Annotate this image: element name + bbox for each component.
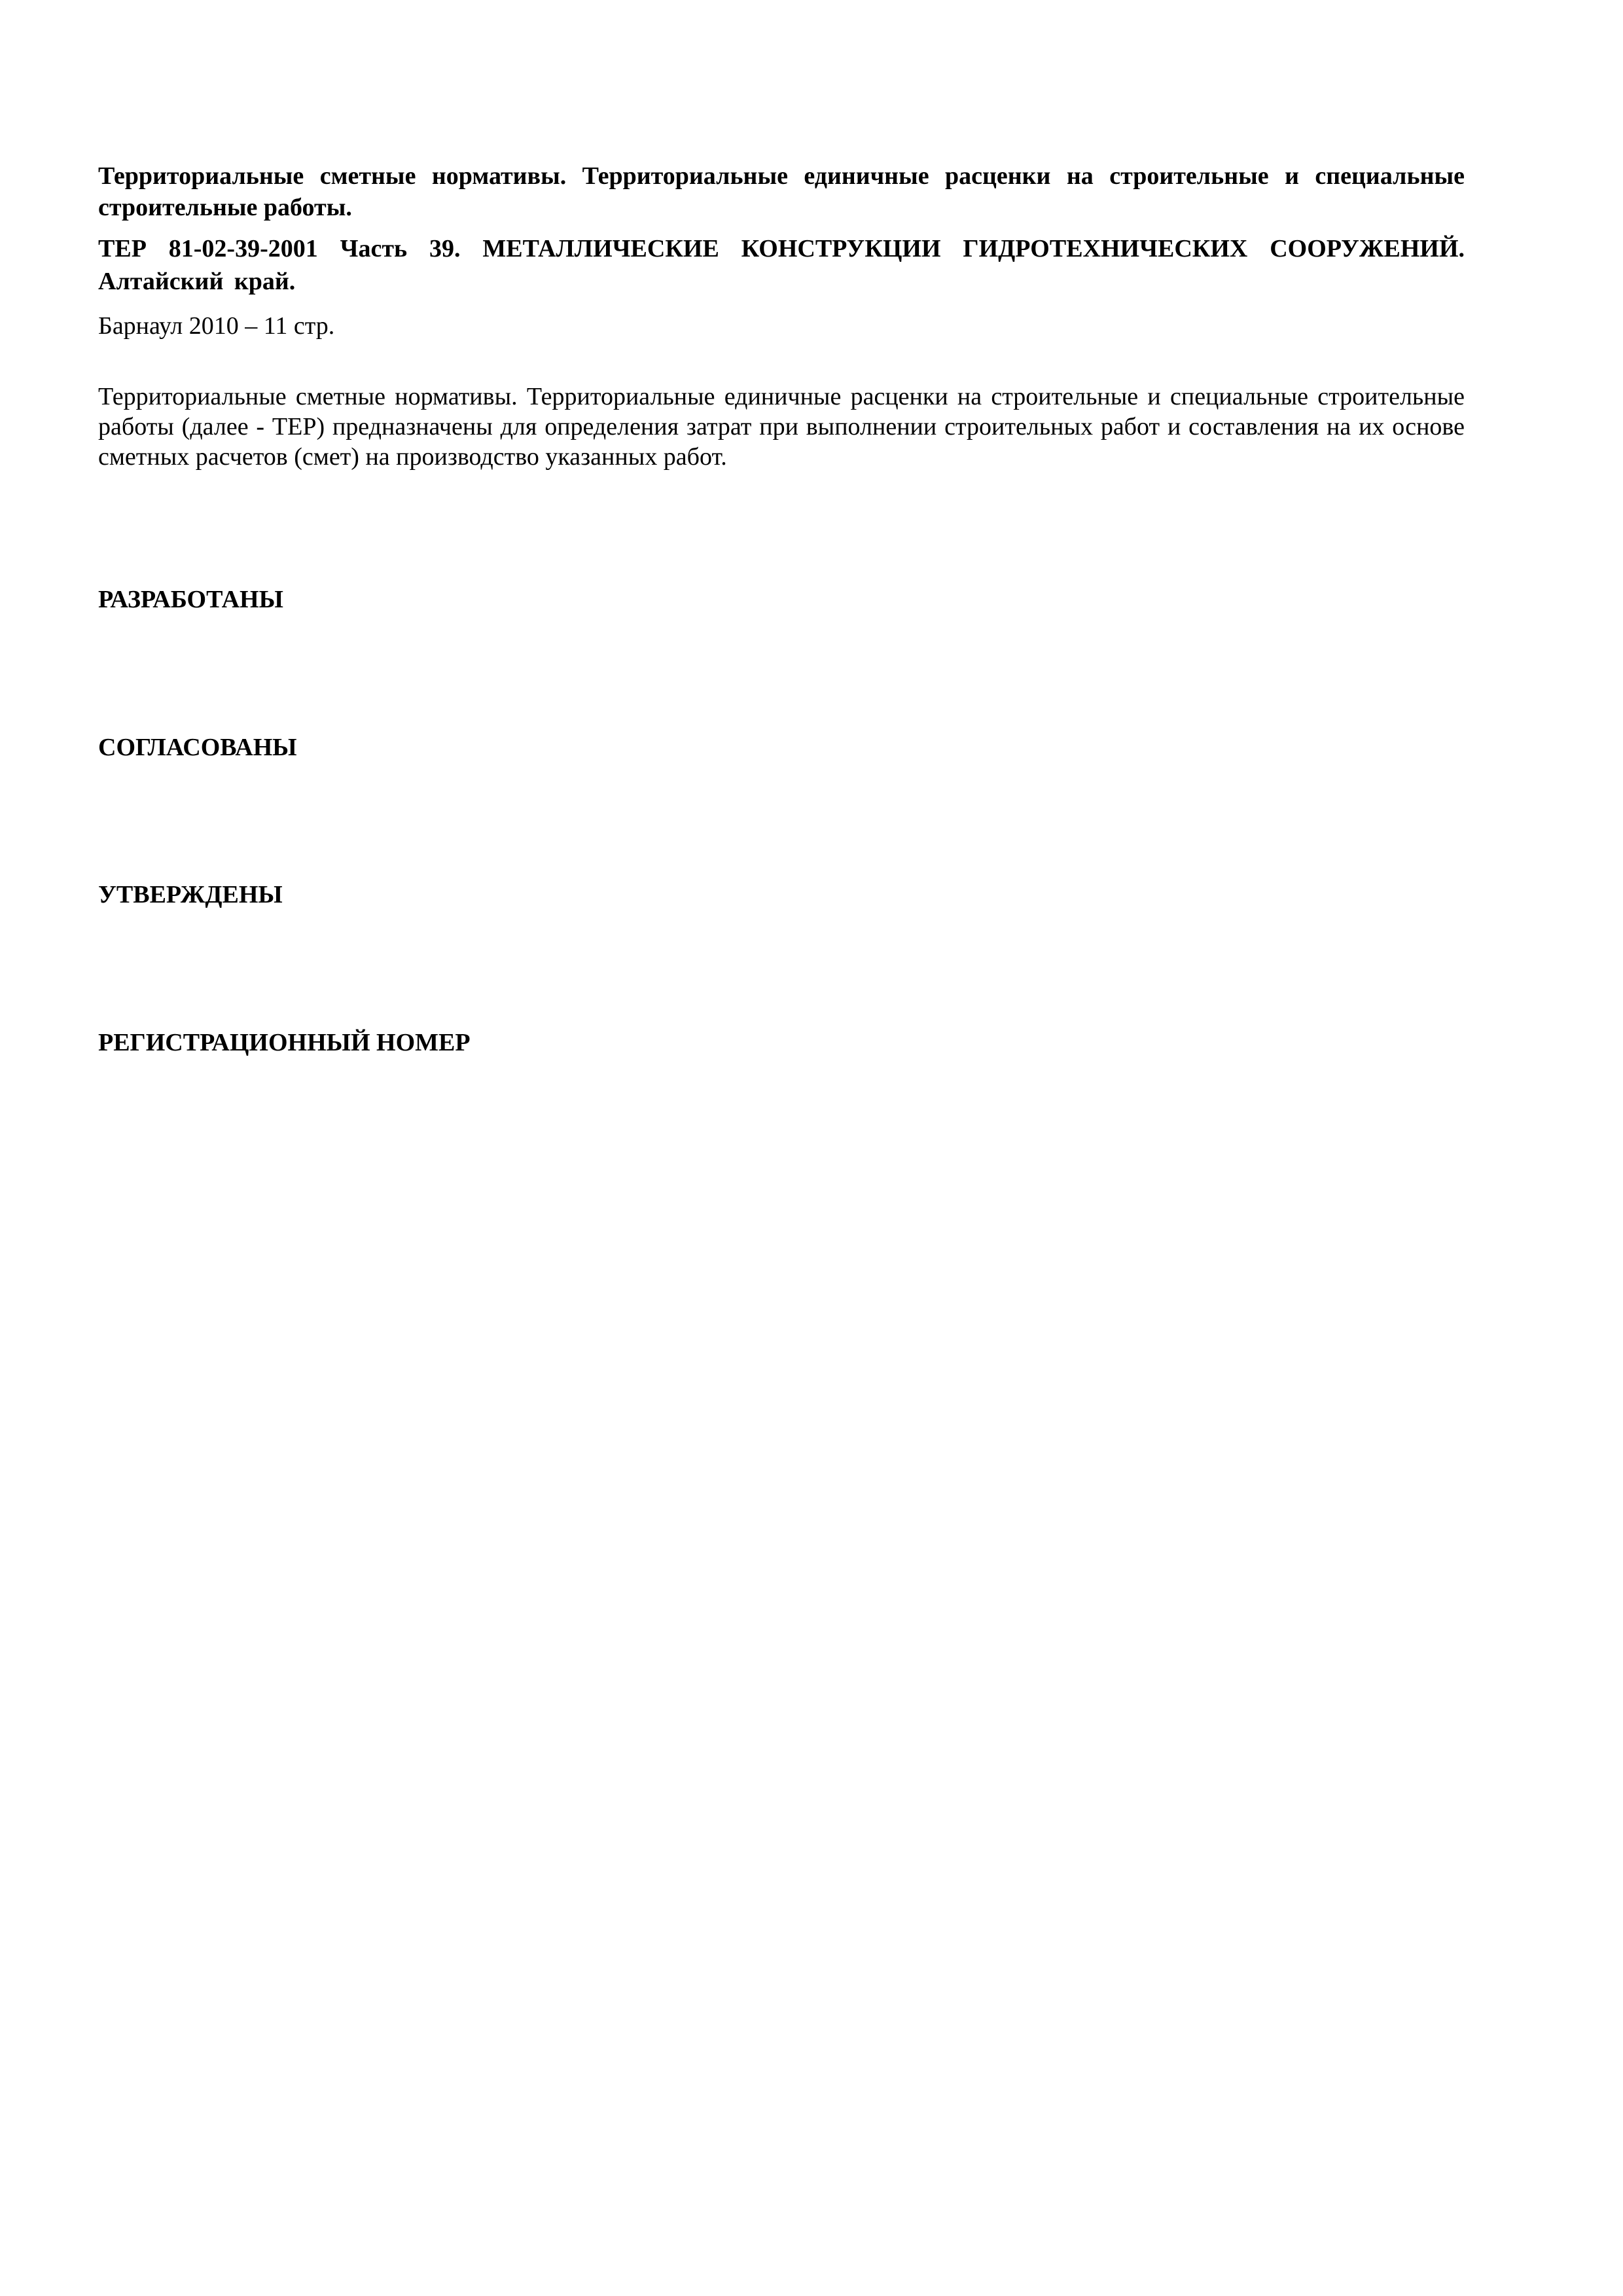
- document-designation: ТЕР 81-02-39-2001 Часть 39. МЕТАЛЛИЧЕСКИЕ КОНСТРУКЦИИ ГИДРОТЕХНИЧЕСКИХ СООРУЖЕНИЙ. Алтайский край.: [98, 235, 1465, 295]
- section-heading-developed: РАЗРАБОТАНЫ: [98, 586, 283, 613]
- document-imprint: Барнаул 2010 – 11 стр.: [98, 312, 335, 340]
- section-heading-registration-number: РЕГИСТРАЦИОННЫЙ НОМЕР: [98, 1029, 471, 1056]
- document-title: Территориальные сметные нормативы. Территориальные единичные расценки на строительные и специальные строительные работы.: [98, 162, 1465, 221]
- document-description: Территориальные сметные нормативы. Территориальные единичные расценки на строительные и специальные строительные работы (далее - ТЕР) предназначены для определения затрат при выполнении строительных работ и составления на их основе сметных расчетов (смет) на производство указанных работ.: [98, 383, 1465, 471]
- section-heading-approved: УТВЕРЖДЕНЫ: [98, 881, 283, 908]
- section-heading-agreed: СОГЛАСОВАНЫ: [98, 734, 297, 761]
